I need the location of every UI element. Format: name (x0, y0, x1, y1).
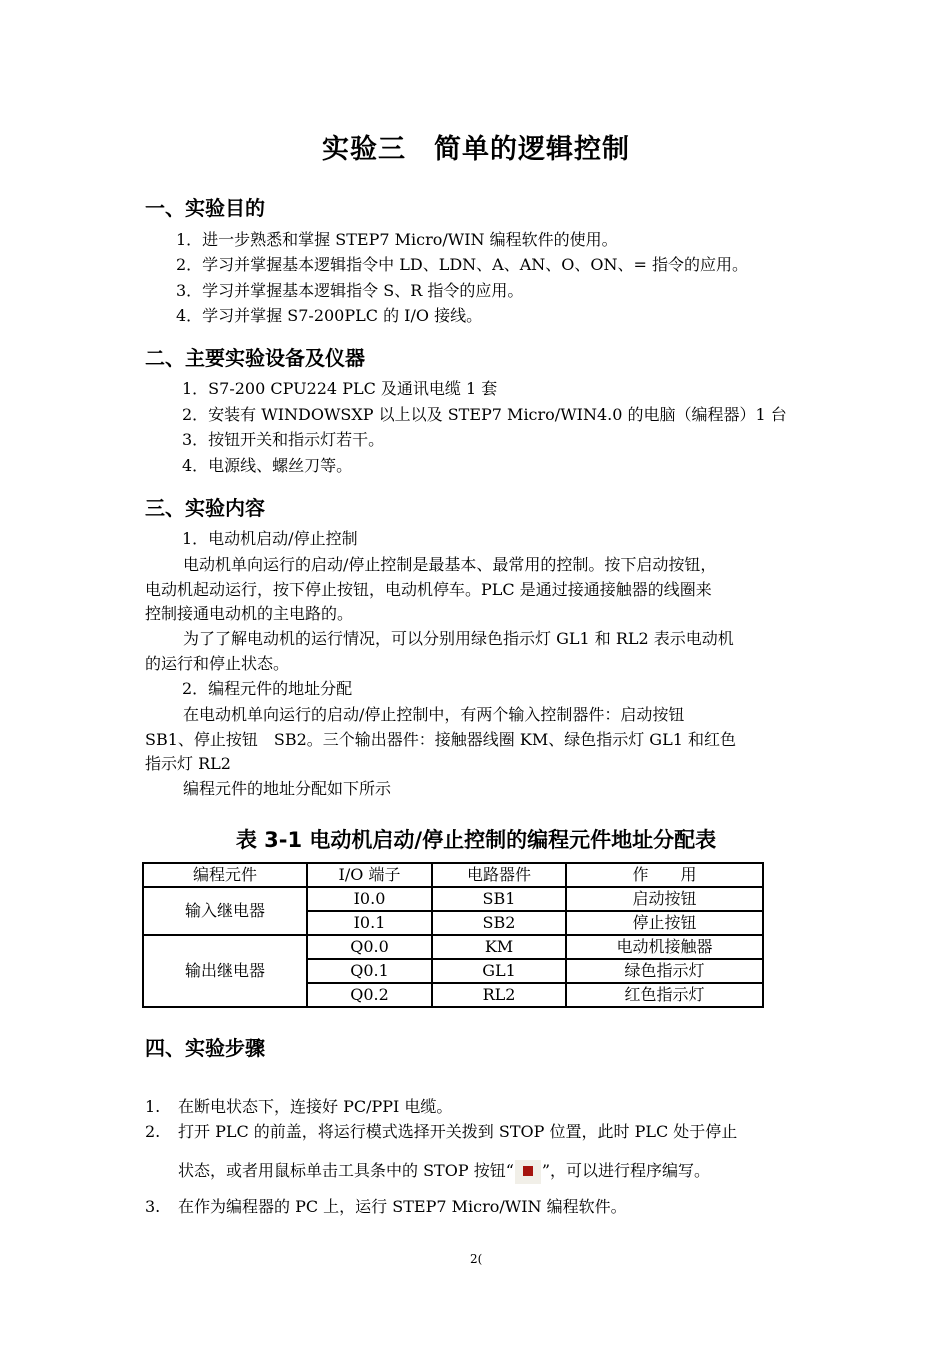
table-header-cell: 电路器件 (432, 863, 566, 887)
section-heading-content: 三、实验内容 (145, 496, 265, 520)
content-paragraph-3-line-1: 在电动机单向运行的启动/停止控制中，有两个输入控制器件：启动按钮 (183, 705, 685, 724)
table-header-row (143, 863, 763, 887)
table-row (143, 935, 763, 959)
content-paragraph-3-line-2: SB1、停止按钮 SB2。三个输出器件：接触器线圈 KM、绿色指示灯 GL1 和红色 (145, 730, 736, 749)
step-2-continuation (178, 1158, 710, 1184)
page-title: 实验三 简单的逻辑控制 (322, 134, 630, 165)
content-paragraph-2-line-1: 为了了解电动机的运行情况，可以分别用绿色指示灯 GL1 和 RL2 表示电动机 (183, 629, 734, 648)
purpose-item-4: 4．学习并掌握 S7-200PLC 的 I/O 接线。 (176, 306, 483, 325)
step-3-number: 3. (145, 1197, 161, 1216)
table-cell: 启动按钮 (566, 887, 763, 911)
content-paragraph-3-line-3: 指示灯 RL2 (145, 754, 231, 773)
table-cell: 绿色指示灯 (566, 959, 763, 983)
content-subheading-2: 2．编程元件的地址分配 (182, 679, 353, 698)
section-heading-equipment: 二、主要实验设备及仪器 (145, 346, 365, 370)
content-paragraph-1-line-2: 电动机起动运行，按下停止按钮，电动机停车。PLC 是通过接通接触器的线圈来 (145, 580, 712, 599)
step-1-number: 1. (145, 1097, 161, 1116)
table-cell: SB1 (432, 887, 566, 911)
table-cell: GL1 (432, 959, 566, 983)
table-cell: Q0.2 (307, 983, 432, 1007)
table-caption: 表 3-1 电动机启动/停止控制的编程元件地址分配表 (235, 828, 717, 852)
table-cell: Q0.1 (307, 959, 432, 983)
table-header-cell: I/O 端子 (307, 863, 432, 887)
content-paragraph-1-line-1: 电动机单向运行的启动/停止控制是最基本、最常用的控制。按下启动按钮， (183, 555, 717, 574)
equipment-item-1: 1．S7-200 CPU224 PLC 及通讯电缆 1 套 (182, 379, 498, 398)
table-cell: 停止按钮 (566, 911, 763, 935)
table-cell: 红色指示灯 (566, 983, 763, 1007)
purpose-item-2: 2．学习并掌握基本逻辑指令中 LD、LDN、A、AN、O、ON、= 指令的应用。 (176, 255, 749, 274)
table-cell: 电动机接触器 (566, 935, 763, 959)
address-allocation-table (142, 862, 764, 1008)
content-subheading-1: 1．电动机启动/停止控制 (182, 529, 358, 548)
table-cell: I0.0 (307, 887, 432, 911)
equipment-item-3: 3．按钮开关和指示灯若干。 (182, 430, 385, 449)
table-group-cell: 输出继电器 (143, 935, 307, 1007)
content-paragraph-4: 编程元件的地址分配如下所示 (183, 779, 392, 798)
table-group-cell: 输入继电器 (143, 887, 307, 935)
equipment-item-4: 4．电源线、螺丝刀等。 (182, 456, 353, 475)
table-cell: Q0.0 (307, 935, 432, 959)
page-number: 2( (470, 1252, 483, 1266)
table-cell: I0.1 (307, 911, 432, 935)
stop-square-icon (515, 1160, 541, 1184)
purpose-item-1: 1．进一步熟悉和掌握 STEP7 Micro/WIN 编程软件的使用。 (176, 230, 618, 249)
table-header-cell: 编程元件 (143, 863, 307, 887)
step-3-text: 在作为编程器的 PC 上，运行 STEP7 Micro/WIN 编程软件。 (178, 1197, 627, 1216)
equipment-item-2: 2．安装有 WINDOWSXP 以上以及 STEP7 Micro/WIN4.0 的电脑（编程器）1 台 (182, 405, 787, 424)
step-2-text: 打开 PLC 的前盖，将运行模式选择开关拨到 STOP 位置，此时 PLC 处于停止 (178, 1122, 738, 1141)
table-header-cell: 作 用 (566, 863, 763, 887)
table-cell: KM (432, 935, 566, 959)
step-1-text: 在断电状态下，连接好 PC/PPI 电缆。 (178, 1097, 453, 1116)
step-2-continuation-b: ”，可以进行程序编写。 (541, 1161, 711, 1180)
step-2-number: 2. (145, 1122, 161, 1141)
content-paragraph-1-line-3: 控制接通电动机的主电路的。 (145, 604, 354, 623)
step-2-continuation-a: 状态，或者用鼠标单击工具条中的 STOP 按钮“ (178, 1161, 514, 1180)
purpose-item-3: 3．学习并掌握基本逻辑指令 S、R 指令的应用。 (176, 281, 524, 300)
table-row (143, 887, 763, 911)
content-paragraph-2-line-2: 的运行和停止状态。 (145, 654, 290, 673)
section-heading-purpose: 一、实验目的 (145, 196, 265, 220)
table-cell: SB2 (432, 911, 566, 935)
table-cell: RL2 (432, 983, 566, 1007)
section-heading-steps: 四、实验步骤 (145, 1036, 265, 1060)
